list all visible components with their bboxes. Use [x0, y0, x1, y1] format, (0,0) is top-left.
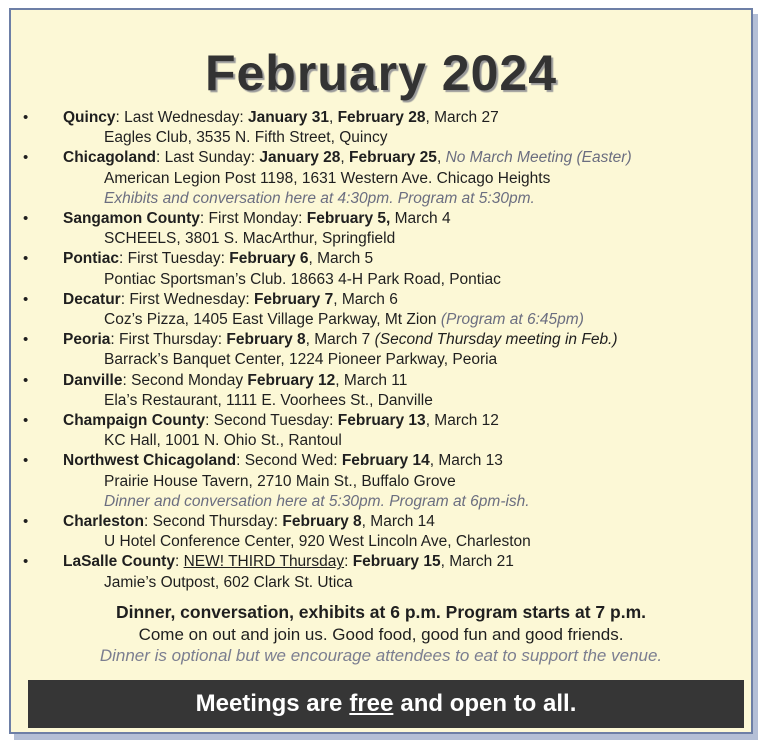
meeting-venue-line — [63, 310, 751, 330]
date-separator: , — [436, 149, 446, 167]
meeting-venue: American Legion Post 1198, 1631 Western Ave. Chicago Heights — [104, 169, 551, 187]
list-item-lasalle-county — [11, 552, 751, 592]
meeting-date: January 31 — [247, 109, 329, 126]
bullet-icon: • — [23, 553, 29, 571]
meeting-date: February 8 — [226, 331, 306, 349]
meeting-venue: Pontiac Sportsman’s Club. 18663 4-H Park Road, Pontiac — [104, 270, 501, 288]
meeting-venue: Eagles Club, 3535 N. Fifth Street, Quincy — [104, 129, 388, 147]
next-date: , March 27 — [425, 109, 499, 126]
meeting-name: Peoria — [63, 331, 111, 349]
next-date: , March 21 — [440, 553, 514, 571]
meeting-venue: Ela’s Restaurant, 1111 E. Voorhees St., Danville — [104, 391, 433, 409]
meeting-date: February 7 — [253, 290, 334, 308]
meeting-name: Quincy — [63, 109, 116, 126]
meeting-date: January 28 — [259, 149, 341, 167]
meeting-schedule: : Last Wednesday: — [115, 109, 248, 126]
list-item-peoria — [11, 330, 751, 370]
meeting-venue: Jamie’s Outpost, 602 Clark St. Utica — [104, 573, 353, 591]
meeting-note: No March Meeting (Easter) — [445, 149, 632, 167]
meeting-date: February 6 — [229, 250, 309, 268]
meeting-schedule-card — [9, 8, 753, 734]
footer-invite: Come on out and join us. Good food, good fun and good friends. — [138, 625, 624, 644]
next-date: , March 7 — [305, 331, 375, 349]
meeting-name: Pontiac — [63, 250, 119, 268]
meeting-name: Charleston — [63, 513, 144, 531]
next-date: , March 5 — [308, 250, 374, 268]
bullet-icon: • — [23, 149, 29, 167]
meeting-schedule: : Second Monday — [122, 371, 248, 389]
list-item-sangamon-county — [11, 209, 751, 249]
bullet-icon: • — [23, 210, 29, 228]
list-item-charleston — [11, 512, 751, 552]
next-date: , March 11 — [335, 371, 408, 389]
bullet-icon: • — [23, 331, 29, 349]
meeting-venue: KC Hall, 1001 N. Ohio St., Rantoul — [104, 432, 342, 450]
meeting-note: (Second Thursday meeting in Feb.) — [374, 331, 618, 349]
list-item-danville — [11, 371, 751, 411]
meeting-note: Exhibits and conversation here at 4:30pm. Program at 5:30pm. — [104, 189, 535, 207]
bullet-icon: • — [23, 109, 29, 126]
next-date: March 4 — [390, 210, 451, 228]
meeting-date: February 15 — [352, 553, 441, 571]
next-date: , March 14 — [361, 513, 435, 531]
meeting-name: Champaign County — [63, 412, 206, 430]
meeting-date: February 12 — [247, 371, 336, 389]
footer-times: Dinner, conversation, exhibits at 6 p.m. Program starts at 7 p.m. — [115, 602, 647, 622]
banner-free: free — [349, 690, 394, 717]
bullet-icon: • — [23, 371, 29, 389]
meeting-date: February 28 — [337, 109, 426, 126]
meeting-line — [63, 552, 751, 572]
meeting-schedule: : — [174, 553, 184, 571]
next-date: , March 6 — [333, 290, 398, 308]
list-item-decatur — [11, 290, 751, 330]
new-schedule-notice: NEW! THIRD Thursday — [183, 553, 345, 571]
free-meetings-banner — [28, 680, 744, 728]
bullet-icon: • — [23, 290, 29, 308]
date-separator: : — [344, 553, 353, 571]
meeting-line — [63, 148, 751, 168]
meeting-note: Dinner and conversation here at 5:30pm. Program at 6pm-ish. — [104, 492, 530, 510]
meeting-line — [63, 249, 751, 269]
list-item-champaign-county — [11, 411, 751, 451]
meeting-schedule: : Last Sunday: — [156, 149, 260, 167]
banner-text-end: and open to all. — [400, 690, 577, 717]
meeting-name: Chicagoland — [63, 149, 157, 167]
meeting-line — [63, 290, 751, 310]
bullet-icon: • — [23, 412, 29, 430]
date-separator: , — [340, 149, 350, 167]
list-item-northwest-chicagoland — [11, 451, 751, 512]
meeting-line — [63, 108, 751, 128]
footer-note: Dinner is optional but we encourage attendees to eat to support the venue. — [99, 646, 663, 665]
meeting-schedule: : First Wednesday: — [120, 290, 254, 308]
meeting-venue: Barrack’s Banquet Center, 1224 Pioneer Parkway, Peoria — [104, 351, 498, 369]
meeting-schedule: : Second Wed: — [236, 452, 342, 470]
meeting-date: February 14 — [341, 452, 430, 470]
meeting-date: February 8 — [282, 513, 362, 531]
next-date: , March 12 — [425, 412, 499, 430]
meeting-note: (Program at 6:45pm) — [440, 311, 584, 329]
next-date: , March 13 — [429, 452, 503, 470]
meeting-name: Northwest Chicagoland — [63, 452, 237, 470]
meeting-line — [63, 512, 751, 532]
bullet-icon: • — [23, 250, 29, 268]
meeting-schedule: : First Monday: — [199, 210, 307, 228]
page-title: February 2024 — [204, 45, 558, 101]
meeting-line — [63, 451, 751, 471]
meeting-line — [63, 209, 751, 229]
meeting-name: LaSalle County — [63, 553, 175, 571]
banner-text-start: Meetings are — [195, 690, 343, 717]
meeting-venue: U Hotel Conference Center, 920 West Lincoln Ave, Charleston — [104, 533, 531, 551]
meeting-line — [63, 371, 751, 391]
list-item-chicagoland — [11, 148, 751, 209]
meeting-schedule: : Second Thursday: — [143, 513, 283, 531]
list-item-quincy — [11, 108, 751, 148]
date-separator: , — [328, 109, 338, 126]
meeting-date: February 13 — [337, 412, 426, 430]
list-item-pontiac — [11, 249, 751, 289]
meeting-date: February 5, — [306, 210, 391, 228]
meeting-list — [11, 108, 751, 593]
bullet-icon: • — [23, 452, 29, 470]
meeting-venue: SCHEELS, 3801 S. MacArthur, Springfield — [104, 230, 396, 248]
bullet-icon: • — [23, 513, 29, 531]
meeting-name: Danville — [63, 371, 123, 389]
meeting-name: Decatur — [63, 290, 121, 308]
footer — [11, 601, 751, 666]
meeting-name: Sangamon County — [63, 210, 200, 228]
meeting-line — [63, 330, 751, 350]
meeting-schedule: : First Thursday: — [110, 331, 227, 349]
meeting-date: February 25 — [349, 149, 437, 167]
meeting-line — [63, 411, 751, 431]
meeting-venue: Coz’s Pizza, 1405 East Village Parkway, Mt Zion — [104, 311, 441, 329]
meeting-schedule: : First Tuesday: — [118, 250, 230, 268]
meeting-schedule: : Second Tuesday: — [205, 412, 338, 430]
meeting-venue: Prairie House Tavern, 2710 Main St., Buffalo Grove — [104, 472, 456, 490]
